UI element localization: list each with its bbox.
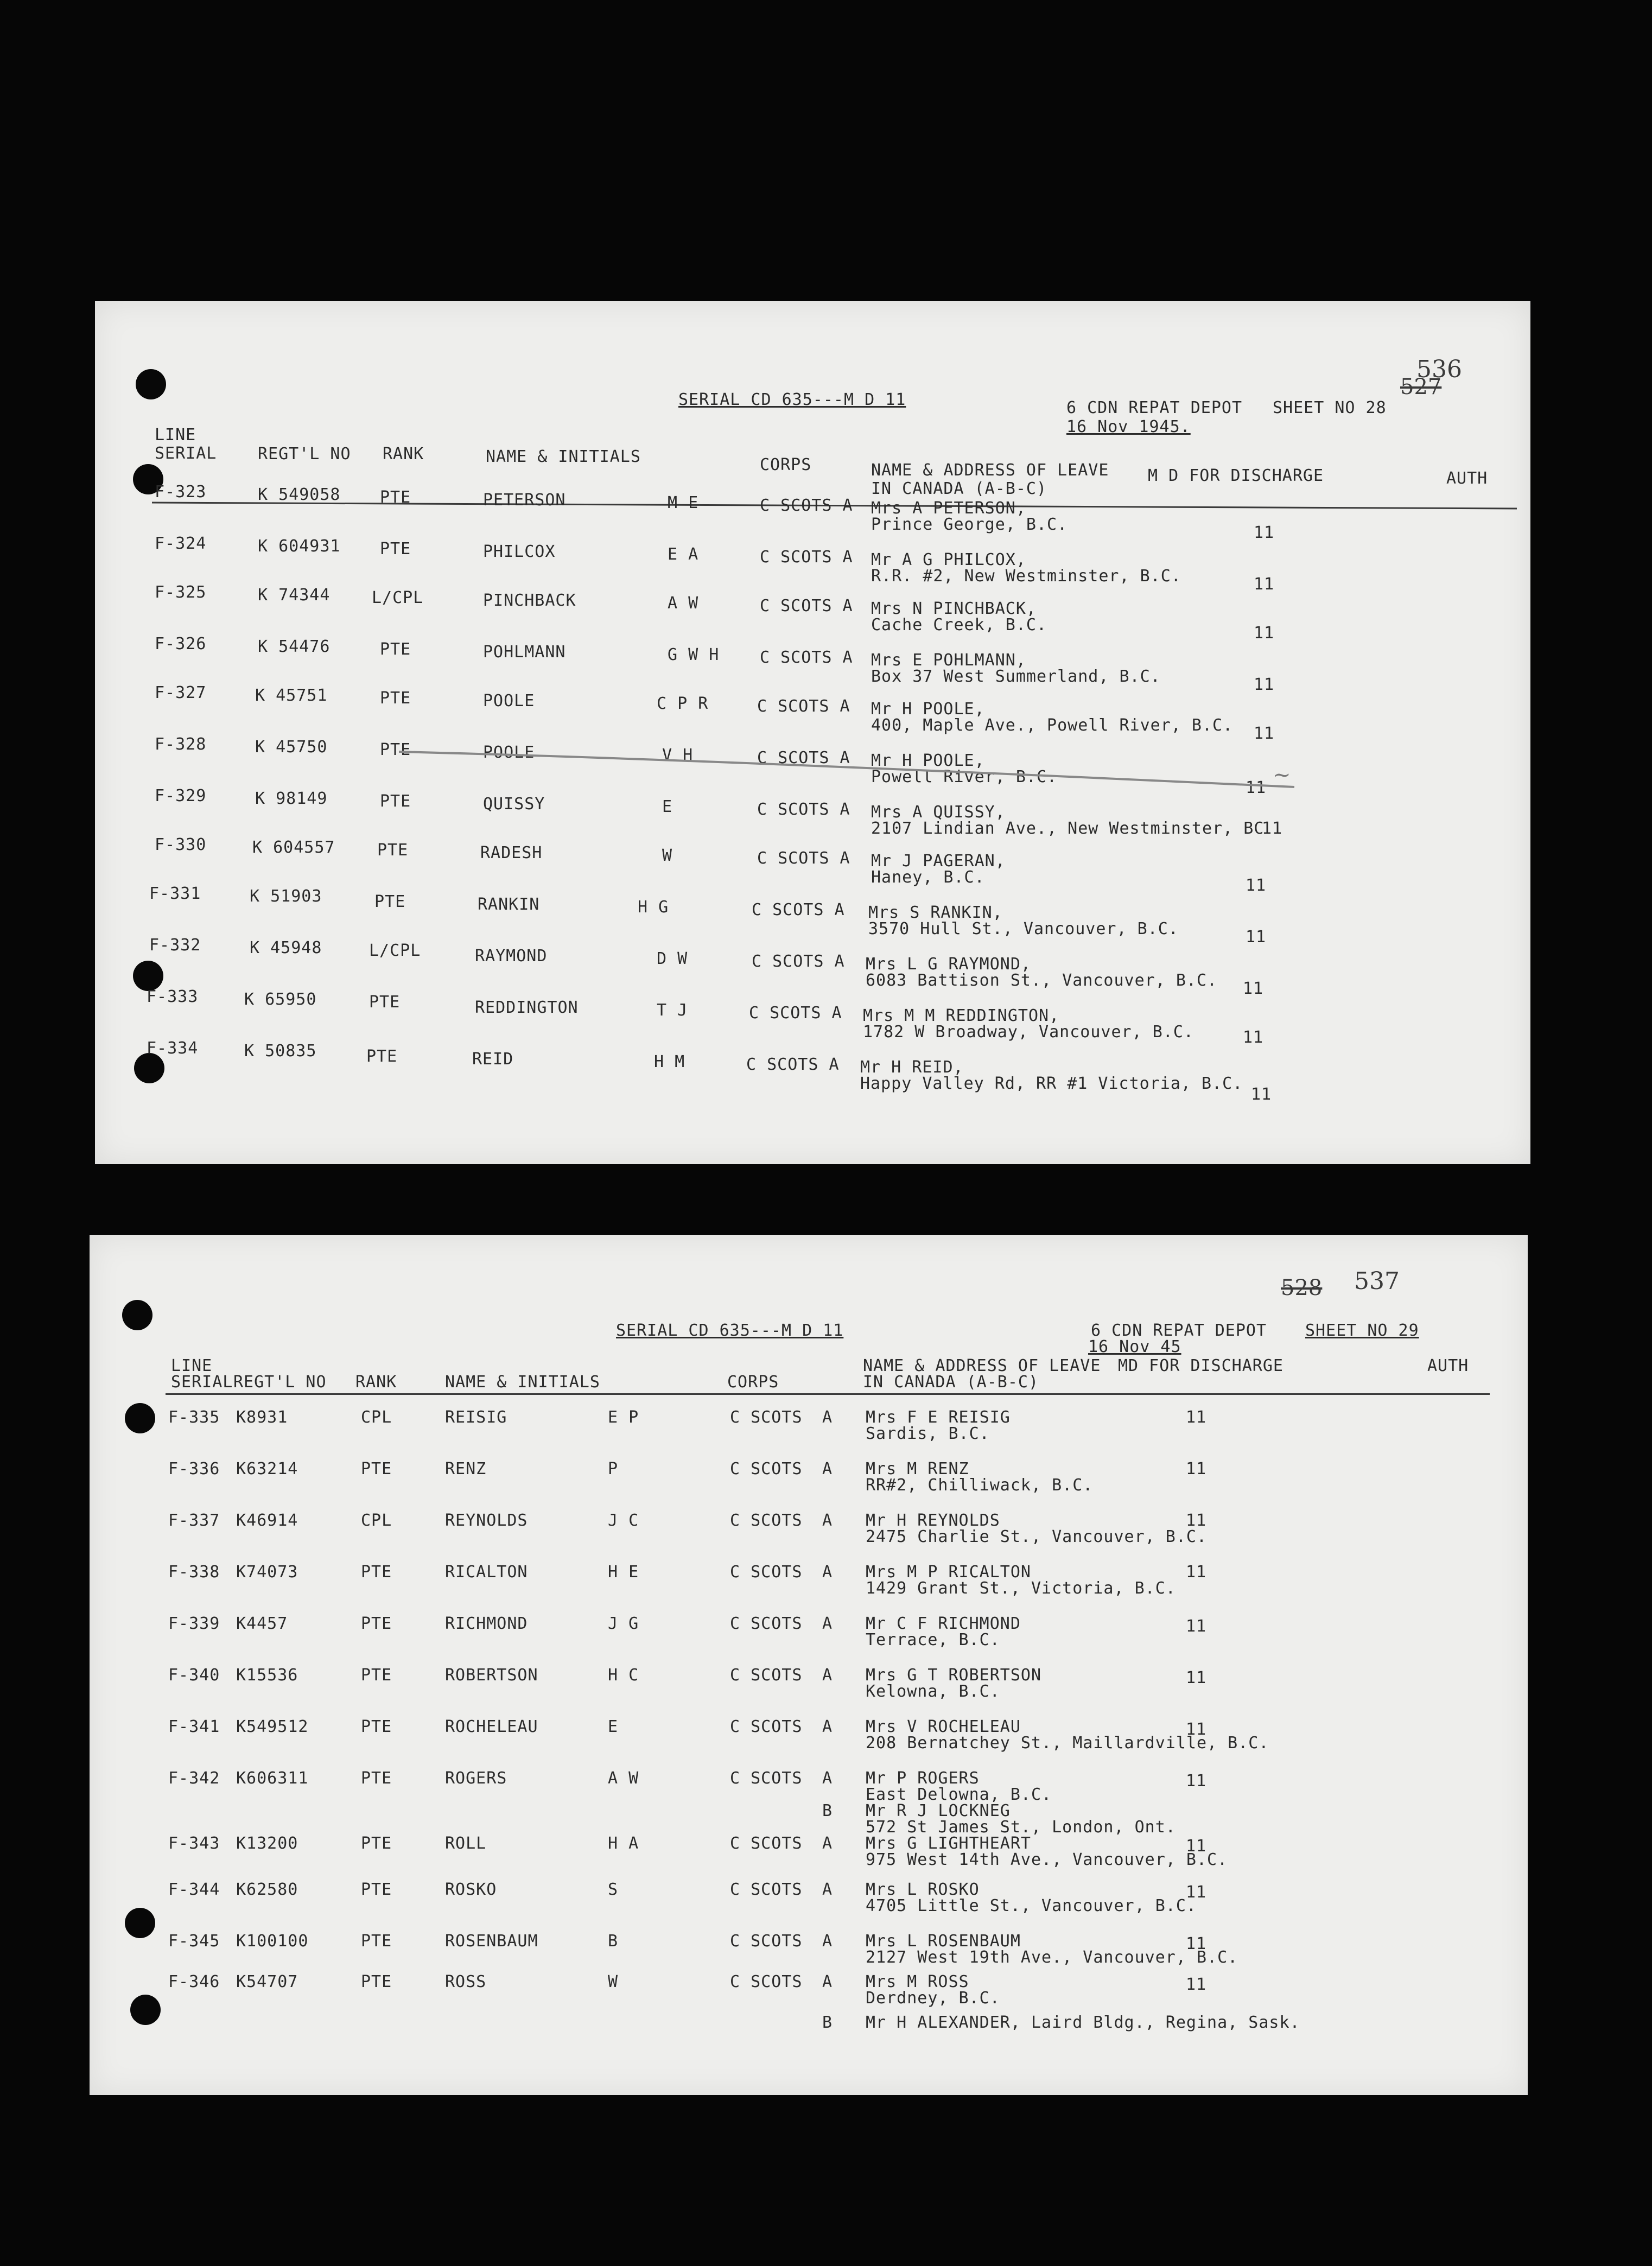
header-auth: AUTH — [1427, 1356, 1469, 1375]
rank: PTE — [380, 488, 411, 507]
surname: PINCHBACK — [483, 591, 576, 610]
md-discharge: 11 — [1186, 1511, 1207, 1530]
surname: REISIG — [445, 1408, 507, 1427]
address-line-1: Mrs G LIGHTHEART — [866, 1834, 1031, 1853]
old-page-number: 527 — [1400, 375, 1442, 399]
address-line-2: R.R. #2, New Westminster, B.C. — [871, 567, 1181, 586]
rank: CPL — [361, 1408, 392, 1427]
initials: T J — [657, 1001, 688, 1020]
corps: C SCOTS A — [760, 648, 853, 667]
address-line-1: Mr H POOLE, — [871, 751, 985, 770]
md-discharge: 11 — [1186, 1772, 1207, 1791]
md-discharge: 11 — [1186, 1837, 1207, 1856]
header-address: NAME & ADDRESS OF LEAVE IN CANADA (A-B-C) — [871, 461, 1109, 498]
md-discharge: 11 — [1186, 1975, 1207, 1994]
corps: C SCOTS — [730, 1972, 803, 1991]
line-serial: F-337 — [168, 1511, 220, 1530]
corps: C SCOTS A — [752, 952, 845, 971]
regtl-no: K 549058 — [258, 485, 341, 504]
corps: C SCOTS — [730, 1563, 803, 1582]
md-discharge: 11 — [1186, 1563, 1207, 1582]
address-line-2: 4705 Little St., Vancouver, B.C. — [866, 1896, 1197, 1915]
rank: PTE — [380, 740, 411, 759]
regtl-no: K606311 — [236, 1769, 309, 1788]
rank: PTE — [361, 1717, 392, 1736]
address-line-2: RR#2, Chilliwack, B.C. — [866, 1476, 1094, 1495]
header-rule — [166, 1393, 1490, 1395]
regtl-no: K4457 — [236, 1614, 288, 1633]
regtl-no: K 604557 — [252, 838, 335, 857]
address-line-2: 1429 Grant St., Victoria, B.C. — [866, 1579, 1176, 1598]
md-discharge: 11 — [1246, 778, 1267, 797]
regtl-no: K 604931 — [258, 537, 341, 556]
corps: C SCOTS — [730, 1932, 803, 1951]
address-line-1: Mrs S RANKIN, — [868, 903, 1003, 922]
initials: W — [662, 846, 673, 865]
corps: C SCOTS A — [752, 900, 845, 919]
line-serial: F-330 — [155, 835, 207, 854]
line-serial: F-338 — [168, 1563, 220, 1582]
corps: C SCOTS A — [760, 596, 853, 615]
md-discharge: 11 — [1186, 1408, 1207, 1427]
corps: C SCOTS A — [749, 1004, 842, 1023]
rank: PTE — [361, 1614, 392, 1633]
rank: PTE — [361, 1932, 392, 1951]
md-discharge: 11 — [1254, 724, 1275, 743]
regtl-no: K63214 — [236, 1459, 298, 1478]
sheet-date: 16 Nov 45 — [1088, 1337, 1181, 1356]
md-discharge: 11 — [1186, 1617, 1207, 1636]
header-rank: RANK — [383, 445, 424, 464]
punch-hole — [122, 1300, 153, 1330]
md-discharge: 11 — [1246, 928, 1267, 947]
address-line-2: Powell River, B.C. — [871, 767, 1058, 786]
corps: C SCOTS A — [757, 800, 850, 819]
address-b-line-1: Mr R J LOCKNEG — [866, 1801, 1011, 1820]
address-line-2: 2127 West 19th Ave., Vancouver, B.C. — [866, 1948, 1238, 1967]
page-number: 536 — [1416, 356, 1462, 383]
surname: ROSENBAUM — [445, 1932, 538, 1951]
surname: PETERSON — [483, 491, 566, 510]
address-line-2: Derdney, B.C. — [866, 1989, 1000, 2008]
line-serial: F-333 — [147, 987, 199, 1006]
md-discharge: 11 — [1254, 523, 1275, 542]
rank: L/CPL — [369, 941, 421, 960]
regtl-no: K74073 — [236, 1563, 298, 1582]
regtl-no: K8931 — [236, 1408, 288, 1427]
initials: H A — [608, 1834, 639, 1853]
md-discharge: 11 — [1186, 1934, 1207, 1953]
address-line-1: Mrs G T ROBERTSON — [866, 1666, 1042, 1685]
md-discharge: 11 — [1243, 1028, 1264, 1047]
surname: ROSS — [445, 1972, 487, 1991]
regtl-no: K 45750 — [255, 738, 328, 757]
address-line-2: 3570 Hull St., Vancouver, B.C. — [868, 919, 1179, 938]
initials: A W — [608, 1769, 639, 1788]
surname: RENZ — [445, 1459, 487, 1478]
rank: PTE — [369, 993, 401, 1012]
address-line-2: Box 37 West Summerland, B.C. — [871, 667, 1161, 686]
line-serial: F-340 — [168, 1666, 220, 1685]
address-line-2: Happy Valley Rd, RR #1 Victoria, B.C. — [860, 1074, 1243, 1093]
md-discharge: 11 — [1254, 624, 1275, 643]
rank: PTE — [361, 1834, 392, 1853]
regtl-no: K549512 — [236, 1717, 309, 1736]
surname: POOLE — [483, 691, 535, 710]
surname: RAYMOND — [475, 947, 548, 966]
rank: PTE — [361, 1769, 392, 1788]
initials: W — [608, 1972, 619, 1991]
surname: POHLMANN — [483, 643, 566, 662]
surname: ROLL — [445, 1834, 487, 1853]
initials: B — [608, 1932, 619, 1951]
surname: ROGERS — [445, 1769, 507, 1788]
regtl-no: K 65950 — [244, 990, 317, 1009]
corps: C SCOTS A — [757, 697, 850, 716]
record-sheet-29 — [90, 1235, 1528, 2095]
surname: RICHMOND — [445, 1614, 528, 1633]
punch-hole — [130, 1995, 161, 2025]
md-discharge: 11 — [1262, 819, 1283, 838]
rank: CPL — [361, 1511, 392, 1530]
address-line-1: Mrs V ROCHELEAU — [866, 1717, 1021, 1736]
initials: E — [608, 1717, 619, 1736]
line-serial: F-341 — [168, 1717, 220, 1736]
address-line-1: Mrs A QUISSY, — [871, 803, 1006, 822]
category: A — [822, 1666, 833, 1685]
corps: C SCOTS A — [760, 496, 853, 515]
regtl-no: K 45751 — [255, 686, 328, 705]
corps: C SCOTS — [730, 1614, 803, 1633]
initials: E A — [668, 545, 699, 564]
surname: POOLE — [483, 743, 535, 762]
md-discharge: 11 — [1251, 1085, 1272, 1104]
line-serial: F-336 — [168, 1459, 220, 1478]
initials: J C — [608, 1511, 639, 1530]
serial-title: SERIAL CD 635---M D 11 — [616, 1321, 844, 1340]
category: A — [822, 1614, 833, 1633]
initials: M E — [668, 493, 699, 512]
punch-hole — [136, 369, 166, 399]
corps: C SCOTS — [730, 1834, 803, 1853]
initials: E P — [608, 1408, 639, 1427]
initials: P — [608, 1459, 619, 1478]
address-line-2: Haney, B.C. — [871, 868, 985, 887]
address-line-2: 400, Maple Ave., Powell River, B.C. — [871, 716, 1234, 735]
regtl-no: K62580 — [236, 1880, 298, 1899]
header-regtl-no: REGT'L NO — [258, 445, 351, 464]
address-line-1: Mrs L ROSENBAUM — [866, 1932, 1021, 1951]
rank: PTE — [380, 689, 411, 708]
depot-name: 6 CDN REPAT DEPOT — [1091, 1321, 1267, 1340]
header-auth: AUTH — [1446, 469, 1488, 488]
sheet-number: SHEET NO 28 — [1273, 398, 1387, 417]
initials: G W H — [668, 645, 720, 664]
surname: ROBERTSON — [445, 1666, 538, 1685]
address-line-1: Mr H POOLE, — [871, 700, 985, 719]
regtl-no: K46914 — [236, 1511, 298, 1530]
address-line-1: Mr H REYNOLDS — [866, 1511, 1000, 1530]
address-line-1: Mr P ROGERS — [866, 1769, 980, 1788]
corps: C SCOTS — [730, 1880, 803, 1899]
address-line-1: Mrs L ROSKO — [866, 1880, 980, 1899]
rank: PTE — [377, 841, 409, 860]
address-line-1: Mr J PAGERAN, — [871, 852, 1006, 871]
category: A — [822, 1459, 833, 1478]
regtl-no: K100100 — [236, 1932, 309, 1951]
punch-hole — [133, 961, 163, 991]
line-serial: F-345 — [168, 1932, 220, 1951]
address-line-1: Mrs N PINCHBACK, — [871, 599, 1037, 618]
rank: PTE — [380, 640, 411, 659]
header-address-2: IN CANADA (A-B-C) — [863, 1373, 1039, 1392]
address-line-2: 1782 W Broadway, Vancouver, B.C. — [863, 1023, 1194, 1042]
address-line-1: Mrs M P RICALTON — [866, 1563, 1031, 1582]
address-line-2: 2107 Lindian Ave., New Westminster, BC — [871, 819, 1265, 838]
header-line-serial: LINE SERIAL — [155, 426, 217, 463]
rank: PTE — [380, 792, 411, 811]
rank: PTE — [374, 892, 406, 911]
address-line-2: Prince George, B.C. — [871, 515, 1068, 534]
header-corps: CORPS — [760, 455, 812, 474]
header-regtl-no: REGT'L NO — [233, 1373, 327, 1392]
regtl-no: K54707 — [236, 1972, 298, 1991]
line-serial: F-335 — [168, 1408, 220, 1427]
regtl-no: K13200 — [236, 1834, 298, 1853]
line-serial: F-343 — [168, 1834, 220, 1853]
line-serial: F-331 — [149, 884, 201, 903]
surname: REDDINGTON — [475, 998, 579, 1017]
category-b: B — [822, 1801, 833, 1820]
address-line-1: Mr A G PHILCOX, — [871, 550, 1026, 569]
address-line-1: Mrs M ROSS — [866, 1972, 969, 1991]
regtl-no: K 54476 — [258, 637, 331, 656]
corps: C SCOTS — [730, 1408, 803, 1427]
regtl-no: K 45948 — [250, 938, 322, 957]
md-discharge: 11 — [1254, 675, 1275, 694]
line-serial: F-344 — [168, 1880, 220, 1899]
rank: PTE — [361, 1563, 392, 1582]
header-md-discharge: MD FOR DISCHARGE — [1118, 1356, 1284, 1375]
category: A — [822, 1769, 833, 1788]
depot-name: 6 CDN REPAT DEPOT — [1066, 398, 1243, 417]
rank: PTE — [366, 1047, 398, 1066]
category: A — [822, 1834, 833, 1853]
page-number: 537 — [1354, 1267, 1400, 1295]
md-discharge: 11 — [1243, 979, 1264, 998]
header-rank: RANK — [355, 1373, 397, 1392]
md-discharge: 11 — [1186, 1668, 1207, 1687]
line-serial: F-326 — [155, 634, 207, 653]
corps: C SCOTS — [730, 1769, 803, 1788]
regtl-no: K 74344 — [258, 586, 331, 605]
line-serial: F-339 — [168, 1614, 220, 1633]
md-discharge: 11 — [1186, 1883, 1207, 1902]
header-name: NAME & INITIALS — [486, 447, 641, 466]
regtl-no: K 50835 — [244, 1042, 317, 1061]
surname: ROSKO — [445, 1880, 497, 1899]
rank: PTE — [361, 1459, 392, 1478]
line-serial: F-342 — [168, 1769, 220, 1788]
initials: H M — [654, 1052, 685, 1071]
record-sheet-28 — [95, 301, 1530, 1164]
pencil-line — [399, 735, 1321, 795]
line-serial: F-327 — [155, 683, 207, 702]
category: A — [822, 1717, 833, 1736]
surname: QUISSY — [483, 795, 545, 814]
category-b: B — [822, 2013, 833, 2032]
regtl-no: K15536 — [236, 1666, 298, 1685]
sheet-date: 16 Nov 1945. — [1066, 417, 1191, 436]
surname: RICALTON — [445, 1563, 528, 1582]
initials: E — [662, 797, 673, 816]
address-line-1: Mrs M M REDDINGTON, — [863, 1006, 1060, 1025]
initials: J G — [608, 1614, 639, 1633]
address-line-1: Mr C F RICHMOND — [866, 1614, 1021, 1633]
category: A — [822, 1972, 833, 1991]
category: A — [822, 1932, 833, 1951]
rank: L/CPL — [372, 588, 424, 607]
address-line-1: Mrs L G RAYMOND, — [866, 955, 1031, 974]
corps: C SCOTS A — [746, 1055, 840, 1074]
address-line-2: 975 West 14th Ave., Vancouver, B.C. — [866, 1850, 1228, 1869]
surname: PHILCOX — [483, 542, 556, 561]
initials: V H — [662, 746, 694, 765]
line-serial: F-325 — [155, 583, 207, 602]
regtl-no: K 51903 — [250, 887, 322, 906]
header-corps: CORPS — [727, 1373, 779, 1392]
md-discharge: 11 — [1246, 876, 1267, 895]
address-line-2: 6083 Battison St., Vancouver, B.C. — [866, 971, 1218, 990]
serial-title: SERIAL CD 635---M D 11 — [678, 390, 906, 409]
address-line-2: Kelowna, B.C. — [866, 1682, 1000, 1701]
corps: C SCOTS — [730, 1511, 803, 1530]
corps: C SCOTS — [730, 1717, 803, 1736]
rank: PTE — [361, 1880, 392, 1899]
corps: C SCOTS A — [757, 849, 850, 868]
header-address: NAME & ADDRESS OF LEAVE — [863, 1356, 1101, 1375]
address-line-2: Cache Creek, B.C. — [871, 615, 1047, 634]
address-line-2: Terrace, B.C. — [866, 1630, 1000, 1649]
line-serial: F-324 — [155, 534, 207, 553]
address-line-2: 2475 Charlie St., Vancouver, B.C. — [866, 1527, 1208, 1546]
header-name: NAME & INITIALS — [445, 1373, 600, 1392]
line-serial: F-323 — [155, 483, 207, 502]
md-discharge: 11 — [1254, 575, 1275, 594]
address-line-2: East Delowna, B.C. — [866, 1785, 1052, 1804]
category: A — [822, 1880, 833, 1899]
md-discharge: 11 — [1186, 1459, 1207, 1478]
initials: D W — [657, 949, 688, 968]
corps: C SCOTS A — [757, 748, 850, 767]
initials: H E — [608, 1563, 639, 1582]
line-serial: F-334 — [147, 1039, 199, 1058]
address-line-2: Sardis, B.C. — [866, 1424, 990, 1443]
line-serial: F-346 — [168, 1972, 220, 1991]
old-page-number: 528 — [1281, 1275, 1323, 1300]
address-line-1: Mrs A PETERSON, — [871, 499, 1026, 518]
punch-hole — [125, 1403, 155, 1433]
address-line-1: Mrs F E REISIG — [866, 1408, 1011, 1427]
address-line-1: Mrs E POHLMANN, — [871, 651, 1026, 670]
regtl-no: K 98149 — [255, 789, 328, 808]
category: A — [822, 1563, 833, 1582]
address-line-2: 208 Bernatchey St., Maillardville, B.C. — [866, 1734, 1269, 1753]
category: A — [822, 1511, 833, 1530]
surname: REYNOLDS — [445, 1511, 528, 1530]
corps: C SCOTS A — [760, 548, 853, 567]
header-serial: SERIAL — [171, 1373, 233, 1392]
corps: C SCOTS — [730, 1666, 803, 1685]
sheet-number: SHEET NO 29 — [1305, 1321, 1419, 1340]
surname: ROCHELEAU — [445, 1717, 538, 1736]
initials: A W — [668, 594, 699, 613]
surname: RANKIN — [478, 895, 540, 914]
line-serial: F-329 — [155, 786, 207, 805]
surname: REID — [472, 1050, 514, 1069]
rank: PTE — [361, 1972, 392, 1991]
rank: PTE — [380, 539, 411, 558]
address-line-1: Mrs M RENZ — [866, 1459, 969, 1478]
header-md-discharge: M D FOR DISCHARGE — [1148, 466, 1324, 485]
md-discharge: 11 — [1186, 1720, 1207, 1739]
rank: PTE — [361, 1666, 392, 1685]
line-serial: F-332 — [149, 936, 201, 955]
handwritten-annotation-icon: ~ — [1273, 763, 1291, 788]
address-b-line-1: Mr H ALEXANDER, Laird Bldg., Regina, Sask. — [866, 2013, 1300, 2032]
line-serial: F-328 — [155, 735, 207, 754]
header-line: LINE — [171, 1356, 213, 1375]
initials: C P R — [657, 694, 709, 713]
surname: RADESH — [480, 843, 543, 862]
address-b-line-2: 572 St James St., London, Ont. — [866, 1818, 1176, 1837]
initials: H C — [608, 1666, 639, 1685]
initials: H G — [638, 898, 669, 917]
punch-hole — [125, 1908, 155, 1938]
corps: C SCOTS — [730, 1459, 803, 1478]
address-line-1: Mr H REID, — [860, 1058, 964, 1077]
initials: S — [608, 1880, 619, 1899]
category: A — [822, 1408, 833, 1427]
